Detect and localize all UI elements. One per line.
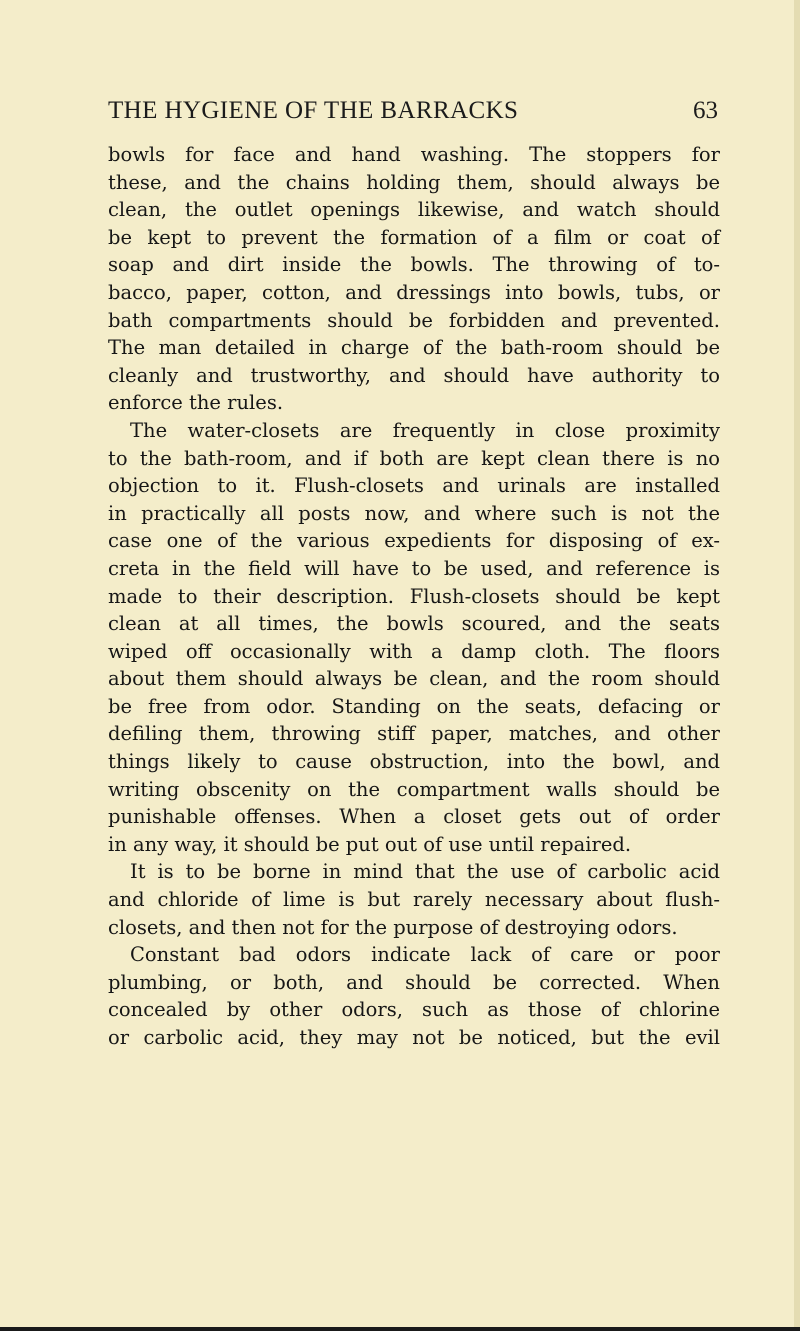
text-line: punishable offenses. When a closet gets out of order [108,805,720,829]
text-line: The water-closets are frequently in close proximity [130,418,720,442]
text-line: soap and dirt inside the bowls. The throwing of to- [108,253,720,277]
text-line: creta in the field will have to be used, and reference is [108,556,720,580]
text-line: these, and the chains holding them, should always be [108,170,720,194]
text-line: case one of the various expedients for disposing of ex- [108,529,720,553]
text-line: in any way, it should be put out of use until repaired. [108,832,632,856]
text-line: be kept to prevent the formation of a film or coat of [108,225,720,249]
text-line: bowls for face and hand washing. The stoppers for [108,143,720,166]
running-head: THE HYGIENE OF THE BARRACKS [108,97,519,124]
text-line: bath compartments should be forbidden and prevented. [108,308,720,332]
text-line: writing obscenity on the compartment walls should be [108,777,720,801]
text-line: The man detailed in charge of the bath-room should be [108,336,720,360]
text-line: closets, and then not for the purpose of destroying odors. [108,915,678,939]
text-line: or carbolic acid, they may not be noticed, but the evil [108,1026,720,1049]
text-line: wiped off occasionally with a damp cloth. The floors [108,639,720,663]
text-line: concealed by other odors, such as those of chlorine [108,998,720,1022]
text-line: in practically all posts now, and where such is not the [108,501,720,525]
text-line: made to their description. Flush-closets should be kept [108,584,720,608]
page-number: 63 [693,97,718,124]
body-text [108,141,720,1052]
text-line: things likely to cause obstruction, into the bowl, and [108,750,720,774]
page-edge [794,0,800,1331]
text-line: objection to it. Flush-closets and urinals are installed [108,474,720,498]
text-line: and chloride of lime is but rarely necessary about flush- [108,888,720,912]
text-line: clean at all times, the bowls scoured, and the seats [108,612,720,636]
text-line: be free from odor. Standing on the seats, defacing or [108,694,720,718]
text-line: It is to be borne in mind that the use of carbolic acid [130,860,720,884]
text-line: enforce the rules. [108,391,284,415]
text-line: about them should always be clean, and the room should [108,667,720,691]
text-line: defiling them, throwing stiff paper, matches, and other [108,722,720,746]
page-bottom-border [0,1327,800,1331]
text-line: bacco, paper, cotton, and dressings into bowls, tubs, or [108,280,720,304]
page-header [108,97,718,133]
text-line: clean, the outlet openings likewise, and watch should [108,198,720,222]
text-line: plumbing, or both, and should be corrected. When [108,970,720,994]
text-line: to the bath-room, and if both are kept clean there is no [108,446,720,470]
text-line: Constant bad odors indicate lack of care or poor [130,943,720,967]
text-line: cleanly and trustworthy, and should have authority to [108,363,720,387]
